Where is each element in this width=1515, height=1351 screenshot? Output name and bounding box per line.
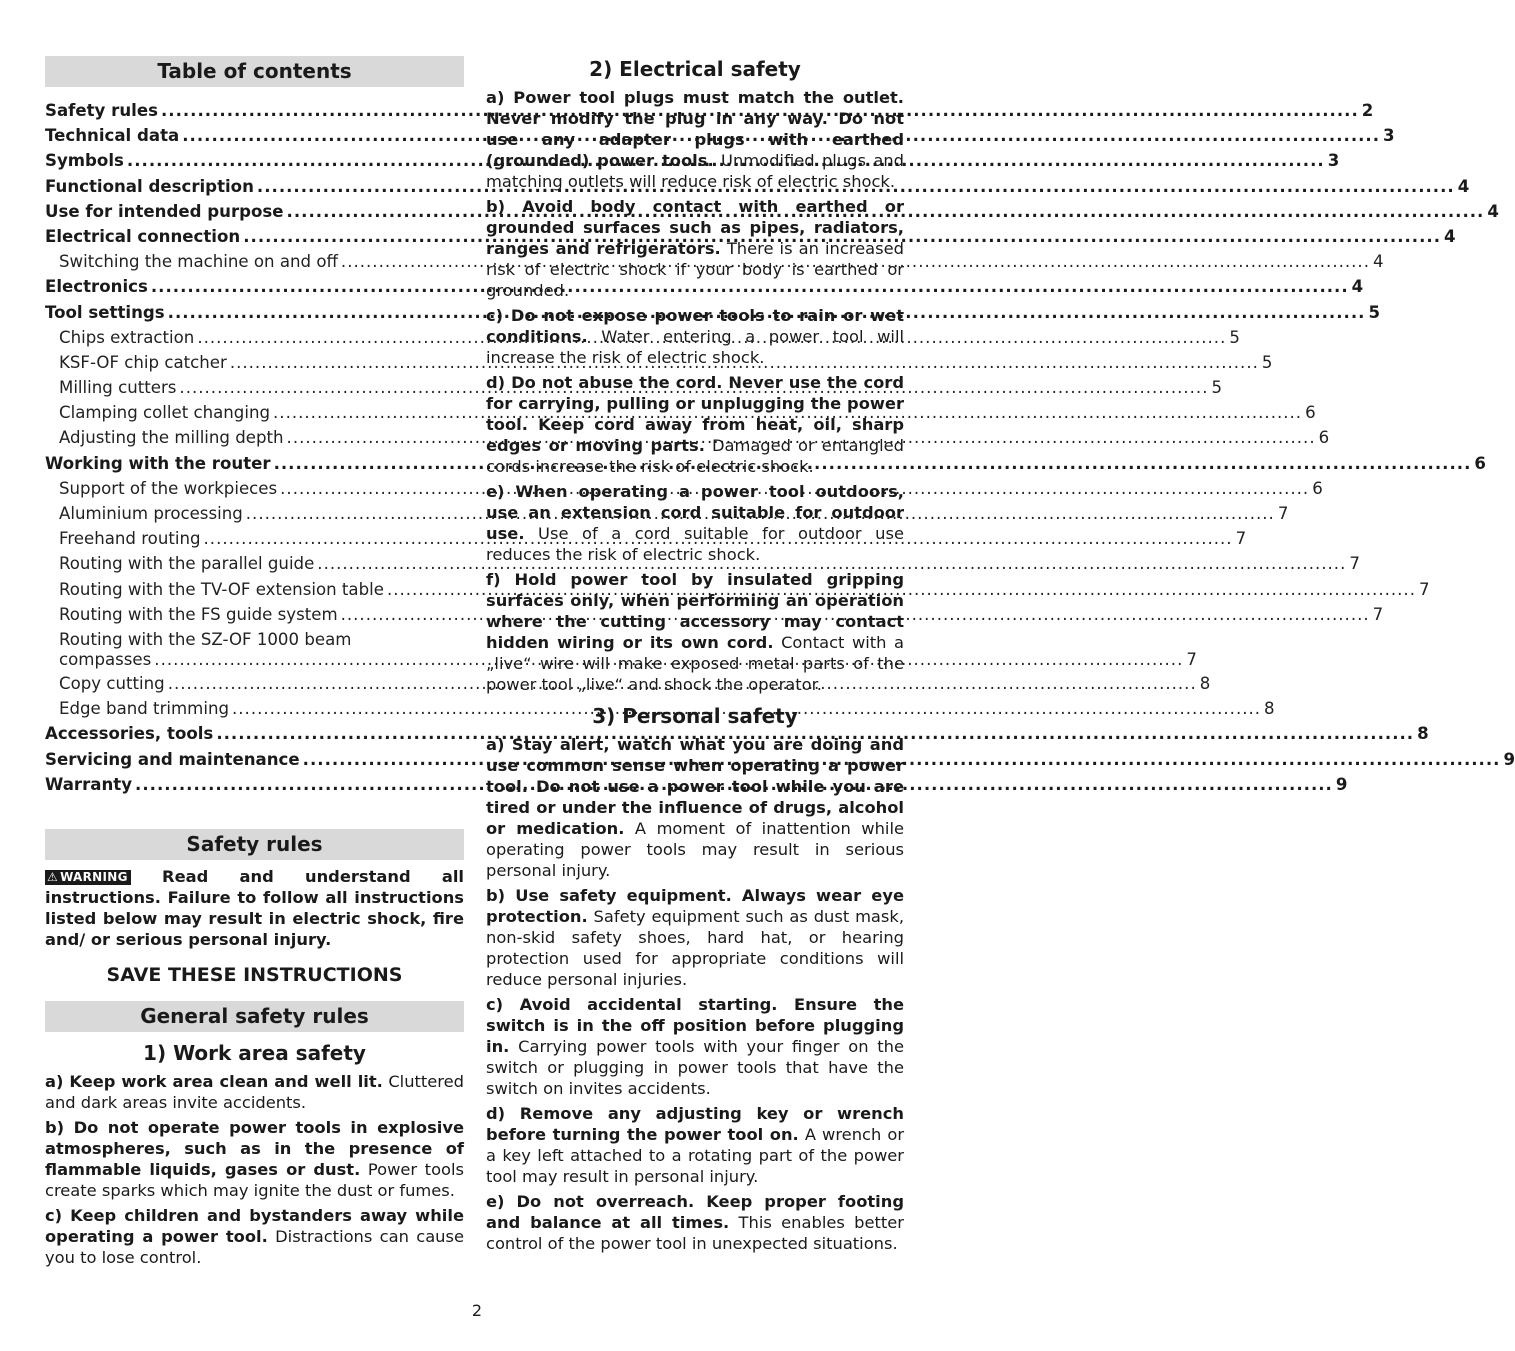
toc-entry-page: 9	[1503, 749, 1515, 769]
rule-paragraph	[486, 481, 904, 565]
work-area-items	[45, 1071, 464, 1268]
toc-entry-label: Use for intended purpose	[45, 201, 284, 221]
rule-text: Unmodified plugs and matching outlets will reduce risk of electric shock.	[486, 151, 904, 191]
toc-entry-page: 4	[1372, 252, 1384, 272]
electrical-title: 2) Electrical safety	[589, 57, 801, 81]
toc-entry-label: Adjusting the milling depth	[59, 428, 284, 448]
toc-entry-label: KSF-OF chip catcher	[59, 352, 227, 372]
rule-heading: c) Keep children and bystanders away while operating a power tool.	[45, 1205, 464, 1246]
rule-heading: b) Avoid body contact with earthed or grounded surfaces such as pipes, radiators, ranges and refrigerators.	[486, 197, 904, 258]
safety-rules-title: Safety rules	[45, 829, 464, 860]
work-area-title: 1) Work area safety	[143, 1040, 366, 1065]
toc-entry-label: Support of the workpieces	[59, 478, 278, 498]
toc-entry-label: Symbols	[45, 151, 124, 171]
rule-text: A wrench or a key left attached to a rotating part of the power tool may result in personal injury.	[486, 1125, 905, 1186]
rule-paragraph	[45, 1071, 464, 1113]
toc-entry-label: Clamping collet changing	[59, 403, 271, 423]
toc-entry-page: 8	[1417, 724, 1429, 744]
toc-entry-page: 2	[1361, 101, 1374, 120]
rule-heading: b) Do not operate power tools in explosive atmospheres, such as in the presence of flammable liquids, gases or dust.	[45, 1117, 464, 1179]
rule-heading: d) Do not abuse the cord. Never use the cord for carrying, pulling or unplugging the power tool. Keep cord away from heat, oil, sharp edges or moving parts.	[486, 373, 904, 455]
toc-entry-label: Servicing and maintenance	[45, 749, 300, 769]
toc-entry-page: 5	[1261, 352, 1273, 372]
rule-heading: a) Keep work area clean and well lit.	[45, 1071, 383, 1091]
rule-text: Cluttered and dark areas invite accidents.	[45, 1071, 464, 1112]
rule-heading: e) Do not overreach. Keep proper footing and balance at all times.	[486, 1192, 904, 1232]
warning-paragraph	[45, 866, 464, 950]
toc-entry-page: 4	[1444, 226, 1456, 246]
rule-heading: d) Remove any adjusting key or wrench before turning the power tool on.	[486, 1104, 904, 1144]
toc-entry	[45, 673, 1211, 699]
rule-heading: c) Do not expose power tools to rain or wet conditions.	[486, 306, 904, 346]
toc-entry	[45, 352, 1273, 378]
toc-entry-label: Working with the router	[45, 453, 271, 473]
toc-entry-label: Functional description	[45, 176, 254, 196]
toc-entry	[45, 554, 1360, 579]
toc-entry	[45, 579, 1430, 605]
toc-entry-label: Aluminium processing	[59, 504, 243, 523]
toc-entry-page: 9	[1335, 774, 1348, 794]
warning-badge: ⚠ WARNING	[45, 870, 131, 885]
general-safety-title: General safety rules	[45, 1001, 464, 1032]
toc-entry-label: Accessories, tools	[45, 724, 214, 744]
rule-paragraph	[486, 87, 904, 192]
toc-entry-page: 3	[1327, 151, 1340, 171]
toc-entry-label: Freehand routing	[59, 529, 201, 549]
toc-entry	[45, 226, 1456, 252]
toc-entry-page: 7	[1235, 529, 1247, 549]
rule-text: Contact with a „live“ wire will make exposed metal parts of the power tool „live“ and shock the operator.	[486, 633, 904, 694]
toc-entry-label-cont: compasses	[59, 650, 152, 670]
rule-paragraph	[45, 1117, 464, 1201]
toc-entry-label: Routing with the parallel guide	[59, 554, 315, 574]
rule-paragraph	[486, 305, 904, 368]
rule-heading: e) When operating a power tool outdoors, use an extension cord suitable for outdoor use.	[486, 482, 904, 543]
toc-entry	[45, 378, 1223, 403]
toc-entry-page: 3	[1383, 126, 1395, 146]
toc-entry-page: 6	[1305, 403, 1316, 423]
toc-entry-label: Milling cutters	[59, 378, 177, 398]
toc-entry	[45, 176, 1470, 202]
rule-heading: c) Avoid accidental starting. Ensure the switch is in the off position before plugging in.	[486, 995, 904, 1056]
toc-entry-page: 4	[1351, 277, 1364, 297]
toc-entry-page: 4	[1457, 176, 1470, 196]
rule-text: Use of a cord suitable for outdoor use reduces the risk of electric shock.	[486, 524, 904, 564]
toc-entry-label: Warranty	[45, 774, 133, 794]
toc-entry-page: 5	[1368, 302, 1380, 322]
toc-entry-page: 7	[1418, 579, 1430, 599]
toc-entry	[45, 749, 1515, 775]
toc-entry-label: Routing with the TV-OF extension table	[59, 579, 384, 599]
rule-text: Safety equipment such as dust mask, non-skid safety shoes, hard hat, or hearing protection used for appropriate conditions will reduce personal injuries.	[486, 907, 904, 989]
toc-entry-label: Switching the machine on and off	[59, 252, 338, 272]
rule-paragraph	[486, 372, 904, 477]
toc-entry-label: Routing with the SZ-OF 1000 beam	[59, 629, 352, 649]
rule-text: Distractions can cause you to lose control.	[45, 1226, 464, 1267]
toc-entry-page: 8	[1199, 673, 1211, 693]
save-instructions-heading: SAVE THESE INSTRUCTIONS	[106, 963, 403, 986]
toc-entry-page: 7	[1277, 504, 1289, 523]
toc-title: Table of contents	[45, 56, 464, 87]
rule-paragraph	[486, 994, 904, 1099]
toc-entry	[45, 126, 1395, 151]
toc-entry-page: 6	[1474, 453, 1486, 473]
rule-text: Water entering a power tool will increase the risk of electric shock.	[486, 327, 904, 367]
toc-entry-label: Electronics	[45, 277, 148, 297]
rule-text: Power tools create sparks which may ignite the dust or fumes.	[45, 1159, 464, 1200]
rule-text: Carrying power tools with your finger on the switch or plugging in power tools that have the switch on invites accidents.	[486, 1037, 904, 1098]
rule-heading: b) Use safety equipment. Always wear eye protection.	[486, 886, 904, 926]
toc-entry	[45, 101, 1374, 126]
page-number: 2	[471, 1301, 483, 1320]
rule-text: This enables better control of the power tool in unexpected situations.	[486, 1213, 905, 1253]
toc-entry-page: 6	[1312, 478, 1323, 498]
rule-paragraph	[486, 734, 904, 881]
toc-entry-page: 7	[1349, 554, 1360, 574]
right-column	[486, 56, 904, 1254]
rule-heading: a) Stay alert, watch what you are doing and use common sense when operating a power tool. Do not use a power tool while you are tired or under the influence of drugs, alcohol or medication.	[486, 735, 904, 838]
toc-entry-page: 5	[1229, 327, 1240, 347]
toc-entry-label: Safety rules	[45, 101, 158, 120]
toc-entry	[45, 504, 1289, 529]
toc-entry-page: 7	[1372, 604, 1384, 624]
personal-title: 3) Personal safety	[592, 704, 798, 728]
toc-entry-page: 8	[1264, 699, 1275, 719]
toc-entry	[45, 277, 1364, 302]
rule-paragraph	[45, 1205, 464, 1268]
toc-entry	[45, 201, 1499, 227]
toc-entry-label: Chips extraction	[59, 327, 195, 347]
toc-entry	[45, 724, 1429, 749]
personal-items	[486, 734, 904, 1254]
toc-entry-label: Routing with the FS guide system	[59, 604, 338, 624]
rule-heading: a) Power tool plugs must match the outlet. Never modify the plug in any way. Do not use any adapter plugs with earthed (grounded) power tools.	[486, 88, 904, 170]
toc-entry	[45, 252, 1384, 277]
rule-paragraph	[486, 1191, 904, 1254]
toc-entry-label: Electrical connection	[45, 226, 241, 246]
toc-entry	[45, 403, 1316, 428]
toc-entry-page: 6	[1318, 428, 1330, 448]
toc-entry-page: 4	[1487, 201, 1499, 221]
rule-paragraph	[486, 885, 904, 990]
rule-text: A moment of inattention while operating power tools may result in serious personal injury.	[486, 819, 904, 880]
electrical-items	[486, 87, 904, 695]
rule-text: There is an increased risk of electric shock if your body is earthed or grounded.	[486, 239, 904, 300]
rule-heading: f) Hold power tool by insulated gripping surfaces only, when performing an operation where the cutting accessory may contact hidden wiring or its own cord.	[486, 570, 904, 652]
toc-entry	[45, 774, 1348, 800]
toc-entry-label: Copy cutting	[59, 673, 165, 693]
toc-entry	[45, 428, 1330, 453]
rule-text: Damaged or entangled cords increase the risk of electric shock.	[486, 436, 904, 476]
toc-entry-label: Technical data	[45, 126, 180, 146]
warning-text: Read and understand all instructions. Failure to follow all instructions listed below may result in electric shock, fire and/ or serious personal injury.	[45, 866, 464, 949]
rule-paragraph	[486, 1103, 904, 1187]
toc-entry	[45, 478, 1323, 504]
warning-triangle-icon: ⚠	[47, 869, 59, 884]
rule-paragraph	[486, 196, 904, 301]
toc-entry-label: Edge band trimming	[59, 699, 229, 719]
toc-entry-label: Tool settings	[45, 302, 165, 322]
toc-entry	[45, 604, 1384, 630]
toc-entry-page: 5	[1211, 378, 1223, 398]
toc-entry-page: 7	[1186, 650, 1197, 670]
rule-paragraph	[486, 569, 904, 695]
